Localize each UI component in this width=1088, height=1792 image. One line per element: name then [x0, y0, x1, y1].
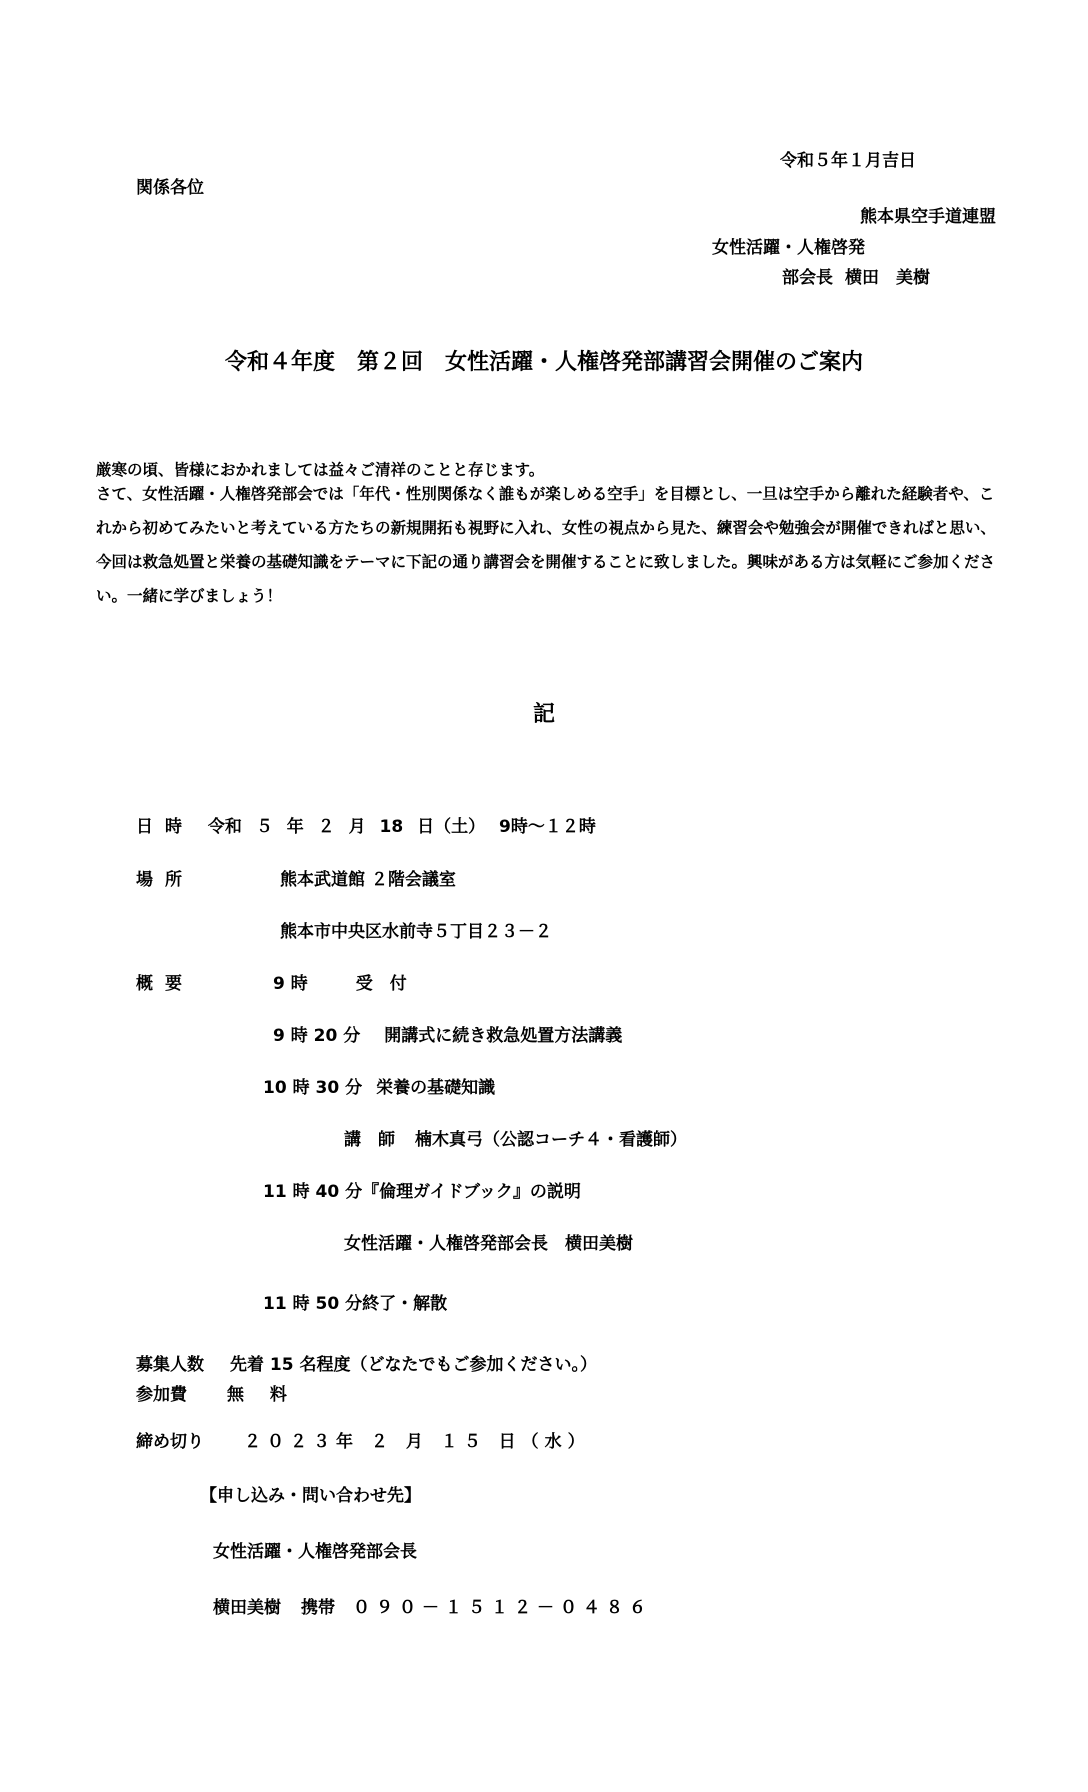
agenda-item	[273, 969, 407, 994]
fee-value: 無 料	[227, 1385, 297, 1405]
place-label	[136, 865, 194, 890]
agenda-time: 9 時	[273, 974, 308, 994]
addressee: 関係各位	[136, 178, 204, 198]
phone-number: ０９０－１５１２－０４８６	[353, 1598, 652, 1618]
sender-department: 女性活躍・人権啓発	[712, 238, 865, 258]
datetime-row	[136, 812, 596, 837]
lecturer-row	[344, 1125, 687, 1150]
sender-person	[782, 263, 930, 288]
place-name: 熊本武道館 ２階会議室	[280, 870, 456, 890]
deadline-label: 締め切り	[136, 1432, 204, 1452]
sender-name: 横田 美樹	[845, 268, 930, 288]
agenda-time: 9 時 20 分	[273, 1026, 361, 1046]
agenda-text: 受 付	[355, 974, 407, 994]
agenda-text: 栄養の基礎知識	[376, 1078, 496, 1098]
recruit-row	[136, 1350, 597, 1375]
agenda-item	[273, 1021, 622, 1046]
sender-role: 部会長	[782, 268, 833, 288]
contact-org: 女性活躍・人権啓発部会長	[213, 1542, 417, 1562]
document-date: 令和５年１月吉日	[780, 151, 916, 171]
recruit-value: 先着 15 名程度（どなたでもご参加ください。）	[230, 1355, 597, 1375]
deadline-row	[136, 1427, 591, 1452]
datetime-value: 令和 ５ 年 ２ 月 18 日（土） 9時～１２時	[207, 817, 596, 837]
body-paragraph: さて、女性活躍・人権啓発部会では「年代・性別関係なく誰もが楽しめる空手」を目標とし、一旦は空手から離れた経験者や、これから初めてみたいと考えている方たちの新規開拓も視野に入れ、女性の視点から見た、練習会や勉強会が開催できればと思い、今回は救急処置と栄養の基礎知識をテーマに下記の通り講習会を開催することに致しました。興味がある方は気軽にご参加ください。一緒に学びましょう！	[96, 485, 996, 605]
agenda-text: 開講式に続き救急処置方法講義	[384, 1026, 623, 1046]
place-label-text: 場所	[136, 870, 194, 890]
ki-heading: 記	[532, 702, 555, 727]
agenda-label	[136, 969, 194, 994]
agenda-label-text: 概要	[136, 974, 194, 994]
agenda-presenter: 女性活躍・人権啓発部会長 横田美樹	[344, 1234, 633, 1254]
sender-org: 熊本県空手道連盟	[860, 207, 996, 227]
greeting-text: 厳寒の頃、皆様におかれましては益々ご清祥のことと存じます。	[96, 461, 545, 479]
lecturer-name: 楠木真弓（公認コーチ４・看護師）	[415, 1130, 687, 1150]
lecturer-label: 講 師	[344, 1130, 395, 1150]
document-title: 令和４年度 第２回 女性活躍・人権啓発部講習会開催のご案内	[224, 350, 863, 375]
agenda-item	[263, 1073, 495, 1098]
contact-name: 横田美樹	[213, 1598, 281, 1618]
agenda-time: 10 時 30 分	[263, 1078, 363, 1098]
fee-row	[136, 1380, 297, 1405]
contact-person	[213, 1593, 652, 1618]
deadline-value: ２０２３年 ２ 月 １５ 日（水）	[244, 1432, 591, 1452]
phone-label: 携帯	[301, 1598, 335, 1618]
datetime-label: 日時	[136, 817, 194, 837]
agenda-item: 11 時 50 分終了・解散	[263, 1294, 448, 1314]
contact-heading: 【申し込み・問い合わせ先】	[200, 1486, 421, 1506]
recruit-label: 募集人数	[136, 1355, 204, 1375]
place-address: 熊本市中央区水前寺５丁目２３－２	[280, 922, 552, 942]
agenda-item: 11 時 40 分『倫理ガイドブック』の説明	[263, 1182, 581, 1202]
fee-label: 参加費	[136, 1385, 187, 1405]
